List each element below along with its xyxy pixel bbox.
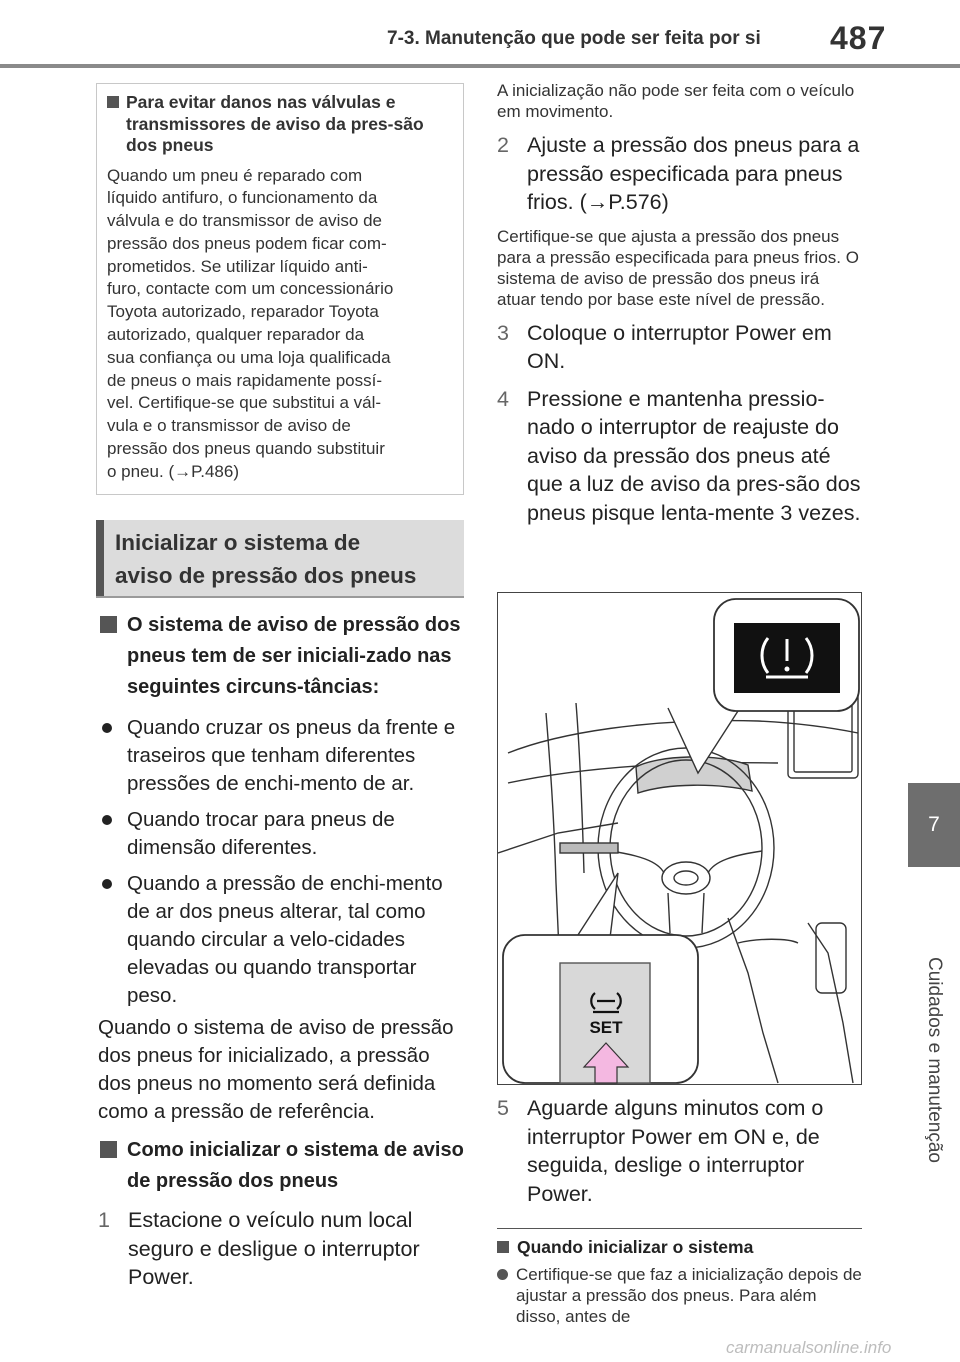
list-item-text: Quando cruzar os pneus da frente e traseiros que tenham diferentes pressões de enchi-mento de ar. <box>127 716 456 795</box>
chapter-side-title: Cuidados e manutenção <box>924 957 945 1163</box>
note-heading-text: Para evitar danos nas válvulas e transmissores de aviso da pres-são dos pneus <box>126 92 424 155</box>
switch-panel <box>560 843 618 853</box>
step-text: Coloque o interruptor Power em ON. <box>527 320 832 373</box>
section-header-title: 7-3. Manutenção que pode ser feita por si <box>387 28 761 49</box>
list-item <box>98 806 464 862</box>
step-text: Estacione o veículo num local seguro e desligue o interruptor Power. <box>128 1208 420 1289</box>
step-4 <box>497 385 862 528</box>
step-text: Ajuste a pressão dos pneus para a pressão especificada para pneus frios. (→P.576) <box>527 133 860 214</box>
tpms-warning-dot <box>785 667 790 672</box>
list-item <box>98 870 464 1010</box>
bullet-dot-icon <box>497 1269 508 1280</box>
set-label: SET <box>589 1018 623 1037</box>
note-line: pressão dos pneus quando substituir <box>107 439 385 459</box>
list-item <box>98 714 464 798</box>
square-marker-icon <box>497 1241 509 1253</box>
step-text: Aguarde alguns minutos com o interruptor Power em ON e, de seguida, deslige o interruptor Power. <box>527 1096 824 1206</box>
step-1 <box>98 1206 464 1292</box>
right-column-top <box>497 80 862 527</box>
section-title-bar <box>96 520 464 598</box>
dashboard-drawing <box>498 593 861 1084</box>
step-2-note: Certifique-se que ajusta a pressão dos pneus para a pressão especificada para pneus frios. O sistema de aviso de pressão dos pneus irá atuar tendo por base este nível de pressão. <box>497 226 859 309</box>
pillar-line <box>546 713 560 973</box>
subheading-circumstances <box>98 610 464 703</box>
note-line: autorizado, qualquer reparador da <box>107 325 365 345</box>
footnote-item <box>497 1264 862 1327</box>
subheading-how-to <box>98 1135 464 1197</box>
step-5 <box>497 1094 862 1208</box>
subheading-text: O sistema de aviso de pressão dos pneus tem de ser iniciali-zado nas seguintes circuns-tâncias: <box>127 614 461 698</box>
watermark-text: carmanualsonline.info <box>726 1338 892 1357</box>
step-number: 4 <box>497 386 509 411</box>
note-body <box>107 165 453 484</box>
right-column-bottom <box>497 1094 862 1208</box>
section-title <box>115 526 416 592</box>
note-line: líquido antifuro, o funcionamento da <box>107 188 378 208</box>
dashboard-illustration <box>497 592 862 1085</box>
note-line: de pneus o mais rapidamente possí- <box>107 370 382 390</box>
footnote-heading <box>497 1236 862 1258</box>
wheel-hub <box>662 862 710 894</box>
divider-rule <box>497 1228 862 1229</box>
step-2 <box>497 131 862 217</box>
center-console <box>728 918 778 1083</box>
note-line: Toyota autorizado, reparador Toyota <box>107 302 379 322</box>
section-title-line: aviso de pressão dos pneus <box>115 563 417 588</box>
callout-pointer <box>576 873 618 938</box>
page-number: 487 <box>830 20 887 56</box>
paragraph: Quando o sistema de aviso de pressão dos pneus for inicializado, a pressão dos pneus no momento será definida como a pressão de referência. <box>98 1016 454 1123</box>
chapter-tab: 7 <box>908 783 960 867</box>
section-title-line: Inicializar o sistema de <box>115 530 361 555</box>
square-marker-icon <box>107 96 119 108</box>
note-line: o pneu. (→P.486) <box>107 461 239 481</box>
wheel-spoke <box>708 851 762 873</box>
wheel-spoke <box>668 893 704 933</box>
footnote-item-text: Certifique-se que faz a inicialização depois de ajustar a pressão dos pneus. Para além disso, antes de <box>516 1265 862 1326</box>
intro-note: A inicialização não pode ser feita com o veículo em movimento. <box>497 81 855 121</box>
note-line: prometidos. Se utilizar líquido anti- <box>107 256 368 276</box>
section-accent-bar <box>96 520 104 596</box>
step-3 <box>497 319 862 376</box>
bullet-dot-icon <box>102 879 112 889</box>
note-line: furo, contacte com um concessionário <box>107 279 394 299</box>
footnote-block <box>497 1236 862 1327</box>
left-column <box>98 610 464 1292</box>
bullet-dot-icon <box>102 815 112 825</box>
wheel-spoke <box>610 851 664 873</box>
subheading-text: Como inicializar o sistema de aviso de pressão dos pneus <box>127 1139 464 1192</box>
step-number: 3 <box>497 320 509 345</box>
step-number: 1 <box>98 1208 110 1232</box>
header-rule <box>0 64 960 68</box>
bullet-dot-icon <box>102 723 112 733</box>
list-item-text: Quando a pressão de enchi-mento de ar dos pneus alterar, tal como quando circular a velo-cidades elevadas ou quando transportar peso. <box>127 872 443 1007</box>
caution-note-box <box>96 83 464 495</box>
square-marker-icon <box>100 1141 117 1158</box>
list-item-text: Quando trocar para pneus de dimensão diferentes. <box>127 808 395 859</box>
footnote-heading-text: Quando inicializar o sistema <box>517 1237 754 1257</box>
note-heading <box>107 92 453 157</box>
note-line: válvula e do transmissor de aviso de <box>107 211 382 231</box>
note-line: Quando um pneu é reparado com <box>107 165 363 185</box>
note-line: vel. Certifique-se que substitui a vál- <box>107 393 382 413</box>
step-number: 5 <box>497 1096 509 1120</box>
step-text: Pressione e mantenha pressio-nado o interruptor de reajuste do aviso da pressão dos pneus até que a luz de aviso da pres-são dos pneus pisque lenta-mente 3 vezes. <box>527 386 861 525</box>
shift-lever-area <box>816 923 846 993</box>
console-line <box>738 939 798 943</box>
note-line: vula e o transmissor de aviso de <box>107 416 351 436</box>
note-line: sua confiança ou uma loja qualificada <box>107 347 391 367</box>
square-marker-icon <box>100 616 117 633</box>
brand-emblem <box>674 871 698 885</box>
note-line: pressão dos pneus podem ficar com- <box>107 233 387 253</box>
step-number: 2 <box>497 133 509 157</box>
